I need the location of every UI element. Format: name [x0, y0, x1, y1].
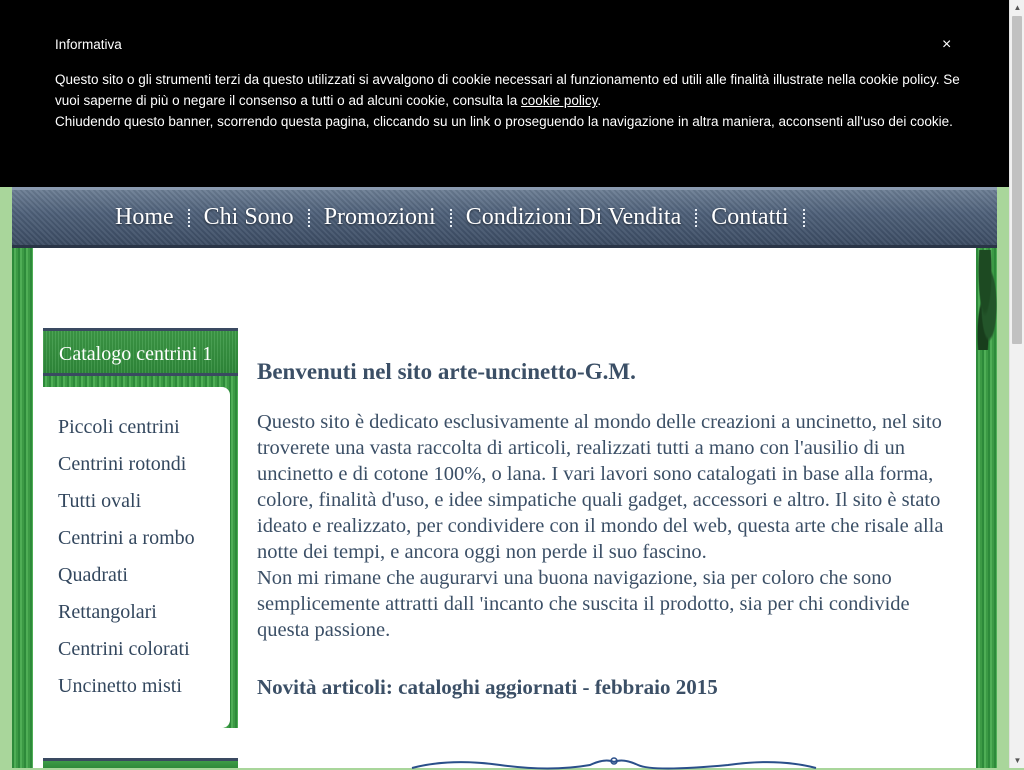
nav-separator	[695, 209, 697, 227]
nav-home[interactable]: Home	[115, 204, 174, 230]
leaf-decoration	[977, 250, 997, 350]
nav-separator	[450, 209, 452, 227]
sidebar-header	[43, 328, 238, 376]
sidebar-item-piccoli-centrini[interactable]: Piccoli centrini	[58, 416, 180, 438]
cookie-consent-text: Chiudendo questo banner, scorrendo questa pagina, cliccando su un link o proseguendo la navigazione in altra maniera, acconsenti all'uso dei cookie.	[55, 114, 953, 129]
intro-text	[257, 409, 957, 643]
left-green-border	[12, 187, 33, 768]
news-heading: Novità articoli: cataloghi aggiornati - febbraio 2015	[257, 675, 718, 699]
vertical-scrollbar[interactable]	[1009, 0, 1024, 768]
scroll-down-arrow-icon[interactable]: ▼	[1013, 756, 1022, 765]
closing-paragraph: Non mi rimane che augurarvi una buona navigazione, sia per coloro che sono semplicemente attratti dall 'incanto che suscita il prodotto, sia per chi condivide questa passione.	[257, 567, 910, 641]
sidebar-item-tutti-ovali[interactable]: Tutti ovali	[58, 490, 142, 512]
scrollbar-thumb[interactable]	[1012, 16, 1022, 344]
nav-menu	[102, 187, 806, 248]
nav-promozioni[interactable]: Promozioni	[323, 204, 436, 230]
intro-paragraph: Questo sito è dedicato esclusivamente al mondo delle creazioni a uncinetto, nel sito troverete una vasta raccolta di articoli, realizzati tutti a mano con l'ausilio di un uncinetto e di cotone 100%, o lana. I vari lavori sono catalogati in base alla forma, colore, finalità d'uso, e idee simpatiche quali gadget, accessori e altro. Il sito è stato ideato e realizzato, per condividere con il mondo del web, questa arte che risale alla notte dei tempi, e ancora oggi non perde il suo fascino.	[257, 411, 944, 563]
nav-contatti[interactable]: Contatti	[711, 204, 789, 230]
scroll-up-arrow-icon[interactable]: ▲	[1013, 3, 1022, 12]
main-content	[257, 356, 957, 702]
nav-chi-sono[interactable]: Chi Sono	[203, 204, 294, 230]
cookie-policy-link[interactable]: cookie policy	[521, 93, 598, 108]
welcome-heading: Benvenuti nel sito arte-uncinetto-G.M.	[257, 359, 636, 384]
nav-separator	[188, 209, 190, 227]
sidebar-title: Catalogo centrini 1	[59, 343, 213, 365]
sidebar-second-header	[43, 758, 238, 768]
nav-separator	[803, 209, 805, 227]
nav-condizioni-di-vendita[interactable]: Condizioni Di Vendita	[465, 204, 682, 230]
sidebar-item-centrini-a-rombo[interactable]: Centrini a rombo	[58, 527, 195, 549]
sidebar-item-centrini-colorati[interactable]: Centrini colorati	[58, 638, 190, 660]
cookie-text-part-1: Questo sito o gli strumenti terzi da questo utilizzati si avvalgono di cookie necessari al funzionamento ed utili alle finalità illustrate nella cookie policy. Se vuoi saperne di più o negare il consenso a tutti o ad alcuni cookie, consulta la	[55, 72, 960, 108]
sidebar-item-centrini-rotondi[interactable]: Centrini rotondi	[58, 453, 187, 475]
cookie-banner-title: Informativa	[55, 37, 122, 52]
cookie-text-part-2: .	[597, 93, 602, 108]
nav-separator	[308, 209, 310, 227]
sidebar-category-list	[58, 412, 195, 708]
sidebar-item-rettangolari[interactable]: Rettangolari	[58, 601, 157, 623]
cookie-banner-text	[55, 69, 960, 132]
close-icon[interactable]: ×	[942, 36, 952, 53]
cookie-banner	[0, 0, 1010, 187]
sidebar-panel	[43, 387, 230, 728]
main-navigation	[12, 187, 997, 248]
sidebar-item-quadrati[interactable]: Quadrati	[58, 564, 128, 586]
sidebar-item-uncinetto-misti[interactable]: Uncinetto misti	[58, 675, 182, 697]
